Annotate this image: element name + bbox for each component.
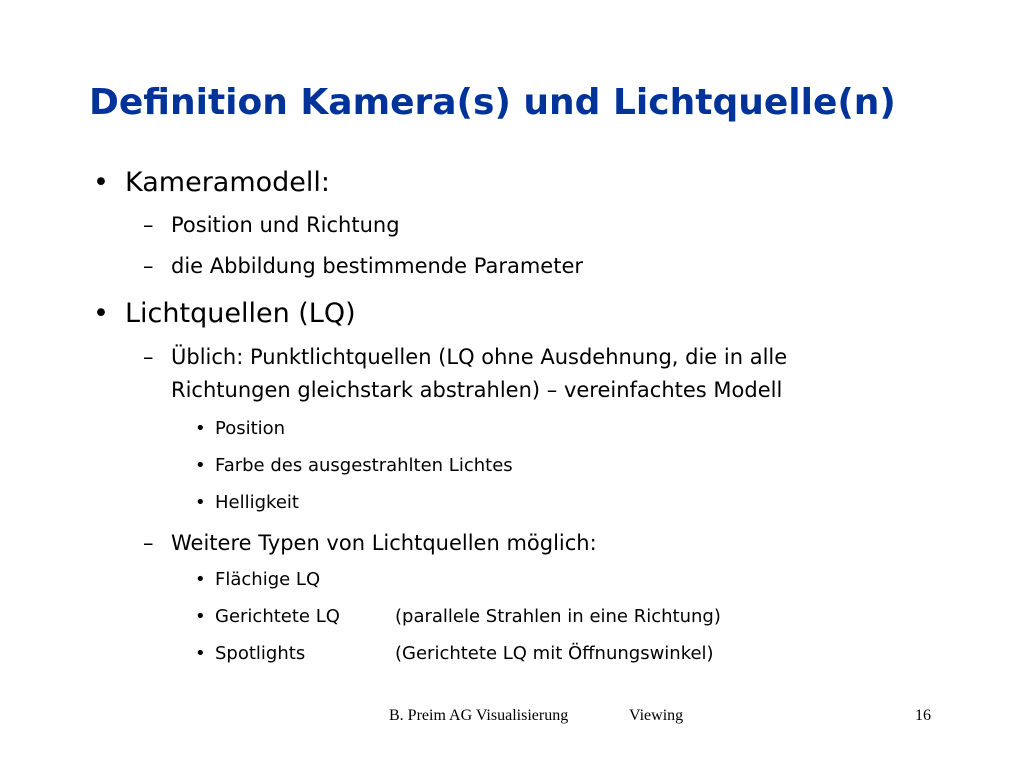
bullet-marker: • <box>93 298 109 329</box>
slide-title: Definition Kamera(s) und Lichtquelle(n) <box>89 82 896 123</box>
bullet-marker: • <box>195 643 206 664</box>
dash-marker: – <box>143 254 154 278</box>
bullet-text: Weitere Typen von Lichtquellen möglich: <box>171 531 597 555</box>
bullet-text: Richtungen gleichstark abstrahlen) – vereinfachtes Modell <box>171 378 783 402</box>
bullet-term: Spotlights <box>215 643 306 664</box>
bullet-abbildung <box>143 252 583 280</box>
bullet-spotlights <box>195 642 714 666</box>
bullet-text: Lichtquellen (LQ) <box>125 298 356 329</box>
dash-marker: – <box>143 345 154 369</box>
bullet-helligkeit <box>195 491 299 515</box>
bullet-text: Helligkeit <box>215 492 299 513</box>
bullet-text: Farbe des ausgestrahlten Lichtes <box>215 455 513 476</box>
bullet-weitere <box>143 529 597 557</box>
bullet-text: Position und Richtung <box>171 213 400 237</box>
bullet-marker: • <box>195 569 206 590</box>
bullet-ueblich <box>143 343 788 371</box>
footer-author: B. Preim AG Visualisierung <box>389 707 569 724</box>
bullet-marker: • <box>195 492 206 513</box>
dash-marker: – <box>143 213 154 237</box>
bullet-gerichtete <box>195 605 721 629</box>
bullet-position-richtung <box>143 211 400 239</box>
bullet-description: (Gerichtete LQ mit Öffnungswinkel) <box>395 643 714 664</box>
bullet-description: (parallele Strahlen in eine Richtung) <box>395 606 721 627</box>
footer-topic: Viewing <box>629 707 684 724</box>
bullet-term: Gerichtete LQ <box>215 606 340 627</box>
bullet-marker: • <box>195 455 206 476</box>
bullet-kameramodell <box>93 166 331 200</box>
bullet-lichtquellen <box>93 297 356 331</box>
bullet-marker: • <box>195 606 206 627</box>
bullet-text: Position <box>215 418 286 439</box>
bullet-text: Üblich: Punktlichtquellen (LQ ohne Ausdehnung, die in alle <box>171 345 788 369</box>
bullet-marker: • <box>195 418 206 439</box>
footer-page-number: 16 <box>915 707 931 724</box>
bullet-text: die Abbildung bestimmende Parameter <box>171 254 583 278</box>
bullet-text: Flächige LQ <box>215 569 321 590</box>
bullet-position <box>195 417 286 441</box>
bullet-marker: • <box>93 167 109 198</box>
bullet-ueblich-continued <box>171 376 782 404</box>
bullet-flaechige <box>195 568 321 592</box>
bullet-text: Kameramodell: <box>125 167 331 198</box>
bullet-farbe <box>195 454 513 478</box>
dash-marker: – <box>143 531 154 555</box>
